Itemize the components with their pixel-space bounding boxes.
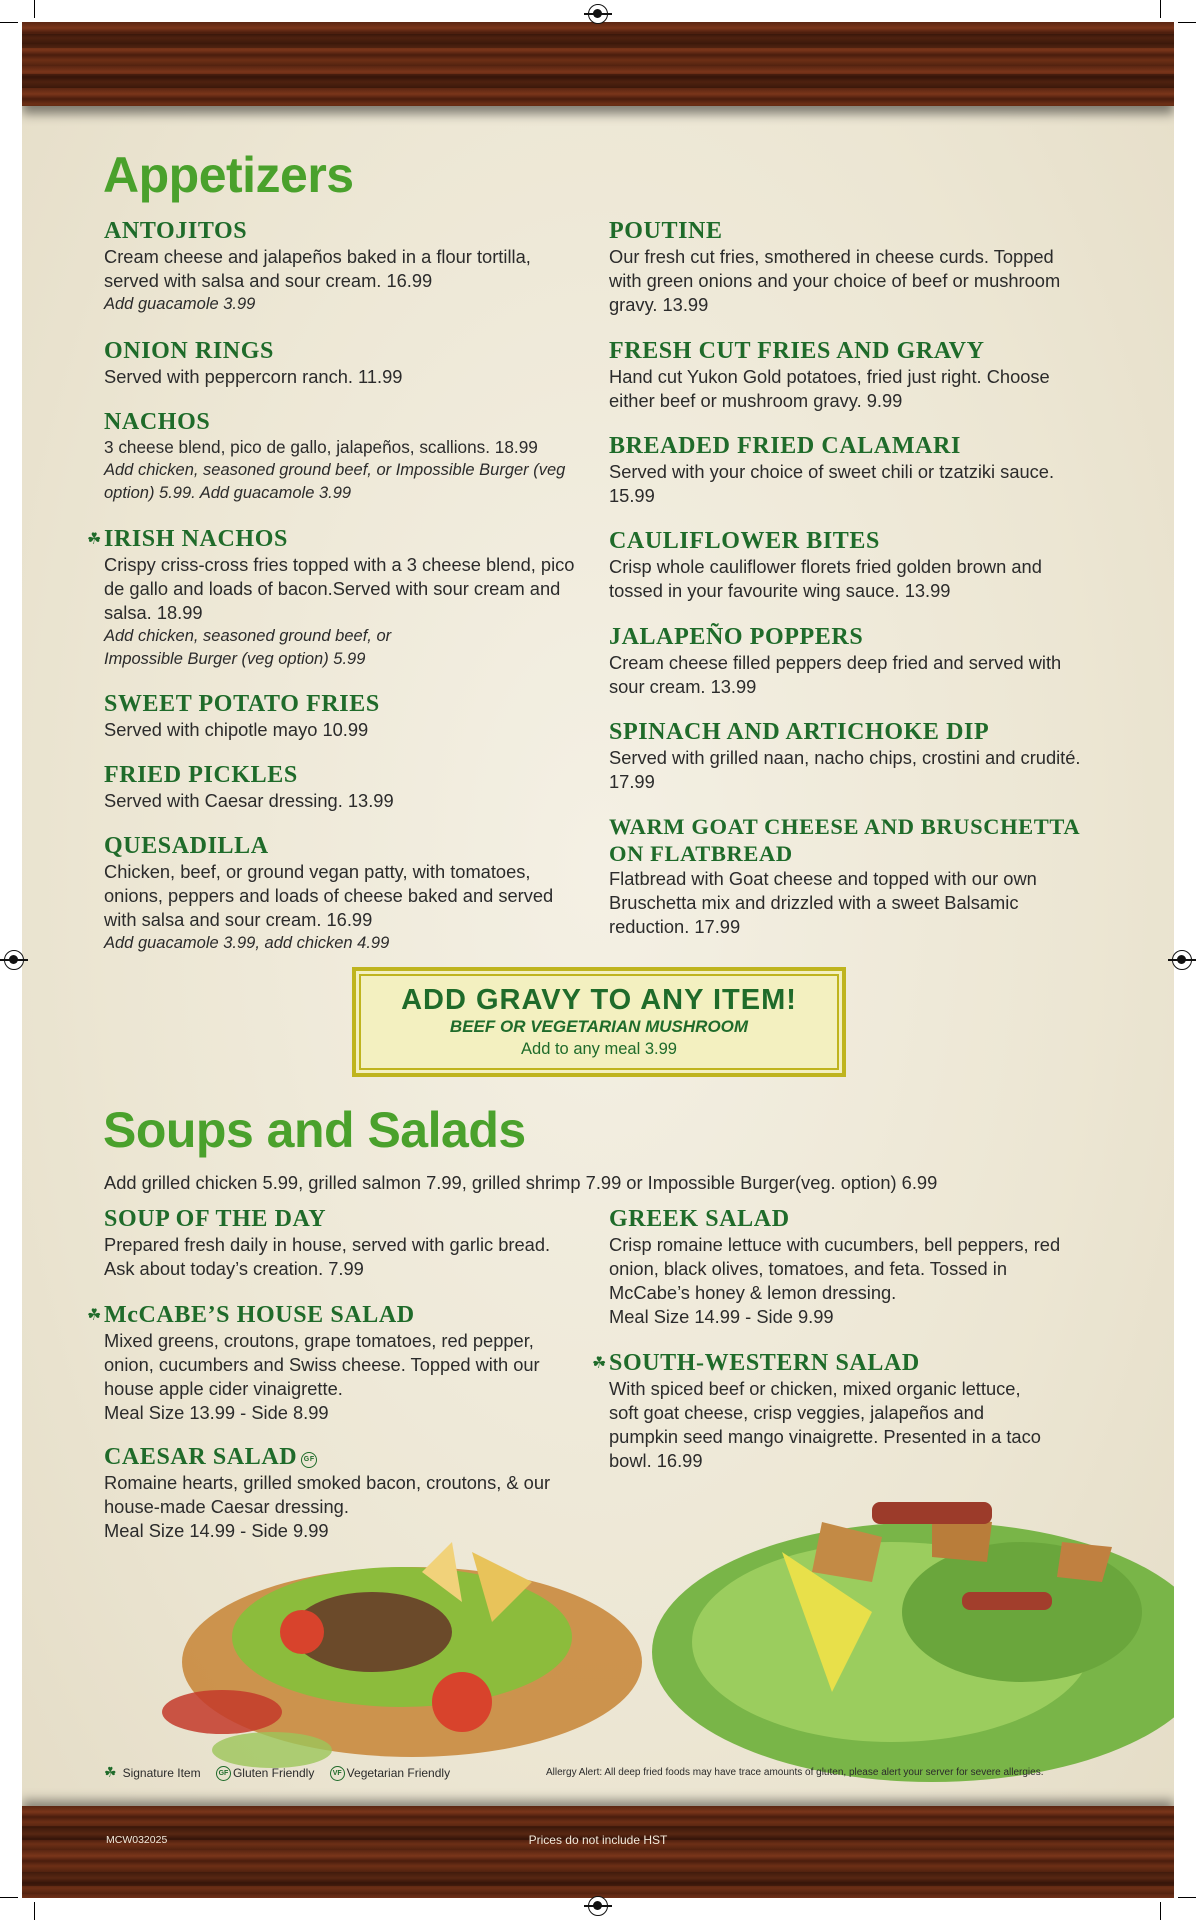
menu-item-poutine <box>609 218 1089 317</box>
gravy-title: ADD GRAVY TO ANY ITEM! <box>401 984 797 1016</box>
menu-code: MCW032025 <box>106 1834 168 1846</box>
item-description: Crispy criss-cross fries topped with a 3 cheese blend, pico de gallo and loads of bacon.Served with sour cream and salsa. 18.99 <box>104 554 575 623</box>
taco-salad-photo <box>142 1512 662 1782</box>
menu-item-south-western-salad <box>592 1350 1069 1473</box>
menu-item-soup-of-the-day <box>104 1206 584 1281</box>
shamrock-icon: ☘ <box>87 1307 102 1324</box>
item-name: FRIED PICKLES <box>104 762 298 788</box>
item-name: ONION RINGS <box>104 338 274 364</box>
gravy-subtitle: BEEF OR VEGETARIAN MUSHROOM <box>449 1017 749 1036</box>
menu-item-spinach-dip <box>609 719 1089 794</box>
gravy-price: Add to any meal 3.99 <box>521 1040 677 1058</box>
item-description: Served with Caesar dressing. 13.99 <box>104 790 394 811</box>
menu-item-caesar-salad <box>104 1444 584 1543</box>
crop-mark <box>1178 1897 1196 1898</box>
crop-mark <box>0 22 18 23</box>
item-description: Romaine hearts, grilled smoked bacon, croutons, & our house-made Caesar dressing. <box>104 1472 551 1517</box>
item-description: Served with your choice of sweet chili or tzatziki sauce. 15.99 <box>609 461 1055 506</box>
gluten-friendly-icon: GF <box>216 1766 231 1781</box>
registration-mark-icon <box>588 4 608 24</box>
item-note: Add guacamole 3.99 <box>104 295 256 313</box>
item-description: Cream cheese filled peppers deep fried and served with sour cream. 13.99 <box>609 652 1062 697</box>
item-name: CAESAR SALAD <box>104 1444 298 1470</box>
item-description: Served with grilled naan, nacho chips, crostini and crudité. 17.99 <box>609 747 1081 792</box>
menu-item-house-salad <box>87 1302 584 1425</box>
crop-mark <box>34 1902 35 1920</box>
wood-footer-bar <box>22 1806 1174 1898</box>
item-name: ANTOJITOS <box>104 218 248 244</box>
item-description: Flatbread with Goat cheese and topped with our own Bruschetta mix and drizzled with a sweet Balsamic reduction. 17.99 <box>609 868 1037 937</box>
gravy-promo-box <box>352 967 846 1077</box>
menu-item-nachos <box>104 409 584 505</box>
menu-item-onion-rings <box>104 338 584 389</box>
registration-mark-icon <box>4 950 24 970</box>
item-name: IRISH NACHOS <box>104 526 288 552</box>
item-name: POUTINE <box>609 218 723 244</box>
item-name: SOUTH-WESTERN SALAD <box>609 1350 920 1376</box>
item-name: SPINACH AND ARTICHOKE DIP <box>609 719 990 745</box>
menu-item-sweet-potato-fries <box>104 691 584 742</box>
item-name: NACHOS <box>104 409 211 435</box>
menu-item-quesadilla <box>104 833 584 955</box>
item-name: SWEET POTATO FRIES <box>104 691 380 717</box>
menu-item-cauliflower-bites <box>609 528 1089 603</box>
shamrock-icon: ☘ <box>87 531 102 548</box>
item-name: FRESH CUT FRIES AND GRAVY <box>609 338 985 364</box>
menu-item-irish-nachos <box>87 526 584 671</box>
item-description: Mixed greens, croutons, grape tomatoes, red pepper, onion, cucumbers and Swiss cheese. Topped with our house apple cider vinaigrette. <box>104 1330 540 1399</box>
crop-mark <box>0 1897 18 1898</box>
item-name: QUESADILLA <box>104 833 269 859</box>
item-description: Our fresh cut fries, smothered in cheese curds. Topped with green onions and your choice of beef or mushroom gravy. 13.99 <box>609 246 1061 315</box>
menu-item-jalapeno-poppers <box>609 624 1089 699</box>
menu-item-calamari <box>609 433 1089 508</box>
crop-mark <box>1178 22 1196 23</box>
item-name: McCABE’S HOUSE SALAD <box>104 1302 415 1328</box>
item-description: Crisp romaine lettuce with cucumbers, bell peppers, red onion, black olives, tomatoes, and feta. Tossed in McCabe’s honey & lemon dressing. <box>609 1234 1061 1303</box>
item-description: Hand cut Yukon Gold potatoes, fried just right. Choose either beef or mushroom gravy. 9.99 <box>609 366 1050 411</box>
item-name: JALAPEÑO POPPERS <box>609 624 864 650</box>
legend-gluten-friendly: Gluten Friendly <box>232 1766 315 1780</box>
item-description: Served with chipotle mayo 10.99 <box>104 719 369 740</box>
caesar-salad-photo <box>632 1442 1174 1782</box>
item-name: CAULIFLOWER BITES <box>609 528 880 554</box>
crop-mark <box>1160 0 1161 18</box>
legend-signature: Signature Item <box>122 1766 201 1780</box>
menu-item-antojitos <box>104 218 584 316</box>
menu-item-fresh-cut-fries <box>609 338 1089 413</box>
item-description: Prepared fresh daily in house, served with garlic bread. Ask about today’s creation. 7.99 <box>104 1234 551 1279</box>
shamrock-icon: ☘ <box>104 1764 117 1780</box>
item-description: Cream cheese and jalapeños baked in a flour tortilla, served with salsa and sour cream. 16.99 <box>104 246 531 291</box>
item-description: Chicken, beef, or ground vegan patty, with tomatoes, onions, peppers and loads of cheese baked and served with salsa and sour cream. 16.99 <box>104 861 554 930</box>
item-description: With spiced beef or chicken, mixed organic lettuce, soft goat cheese, crisp veggies, jalapeños and pumpkin seed mango vinaigrette. Presented in a taco bowl. 16.99 <box>609 1378 1041 1471</box>
item-description: 3 cheese blend, pico de gallo, jalapeños, scallions. 18.99 <box>104 437 538 457</box>
item-name: BREADED FRIED CALAMARI <box>609 433 961 459</box>
item-note: Add chicken, seasoned ground beef, or Impossible Burger (veg option) 5.99 <box>104 627 392 668</box>
registration-mark-icon <box>1172 950 1192 970</box>
item-size-price: Meal Size 13.99 - Side 8.99 <box>104 1402 329 1423</box>
menu-item-fried-pickles <box>104 762 584 813</box>
item-name: WARM GOAT CHEESE AND BRUSCHETTA ON FLATBREAD <box>609 814 1079 866</box>
registration-mark-icon <box>588 1896 608 1916</box>
item-description: Served with peppercorn ranch. 11.99 <box>104 366 403 387</box>
item-size-price: Meal Size 14.99 - Side 9.99 <box>609 1306 834 1327</box>
item-note: Add chicken, seasoned ground beef, or Impossible Burger (veg option) 5.99. Add guacamole 3.99 <box>104 461 566 502</box>
item-description: Crisp whole cauliflower florets fried golden brown and tossed in your favourite wing sauce. 13.99 <box>609 556 1042 601</box>
shamrock-icon: ☘ <box>592 1355 607 1372</box>
item-name: GREEK SALAD <box>609 1206 790 1232</box>
appetizers-heading: Appetizers <box>103 147 354 203</box>
item-size-price: Meal Size 14.99 - Side 9.99 <box>104 1520 329 1541</box>
tax-notice: Prices do not include HST <box>528 1833 668 1847</box>
menu-item-goat-cheese-flatbread <box>609 813 1089 939</box>
wood-header-bar <box>22 22 1174 106</box>
menu-item-greek-salad <box>609 1206 1089 1329</box>
item-name: SOUP OF THE DAY <box>104 1206 327 1232</box>
gluten-friendly-icon: GF <box>301 1452 317 1468</box>
vegetarian-friendly-icon: VF <box>330 1766 345 1781</box>
legend <box>104 1764 462 1781</box>
crop-mark <box>34 0 35 18</box>
soups-salads-heading: Soups and Salads <box>103 1102 526 1158</box>
item-note: Add guacamole 3.99, add chicken 4.99 <box>104 934 390 952</box>
legend-vegetarian-friendly: Vegetarian Friendly <box>346 1766 451 1780</box>
allergy-alert: Allergy Alert: All deep fried foods may have trace amounts of gluten, please alert your server for severe allergies. <box>546 1767 1044 1778</box>
protein-addons: Add grilled chicken 5.99, grilled salmon 7.99, grilled shrimp 7.99 or Impossible Burger(veg. option) 6.99 <box>104 1172 938 1193</box>
crop-mark <box>1160 1902 1161 1920</box>
